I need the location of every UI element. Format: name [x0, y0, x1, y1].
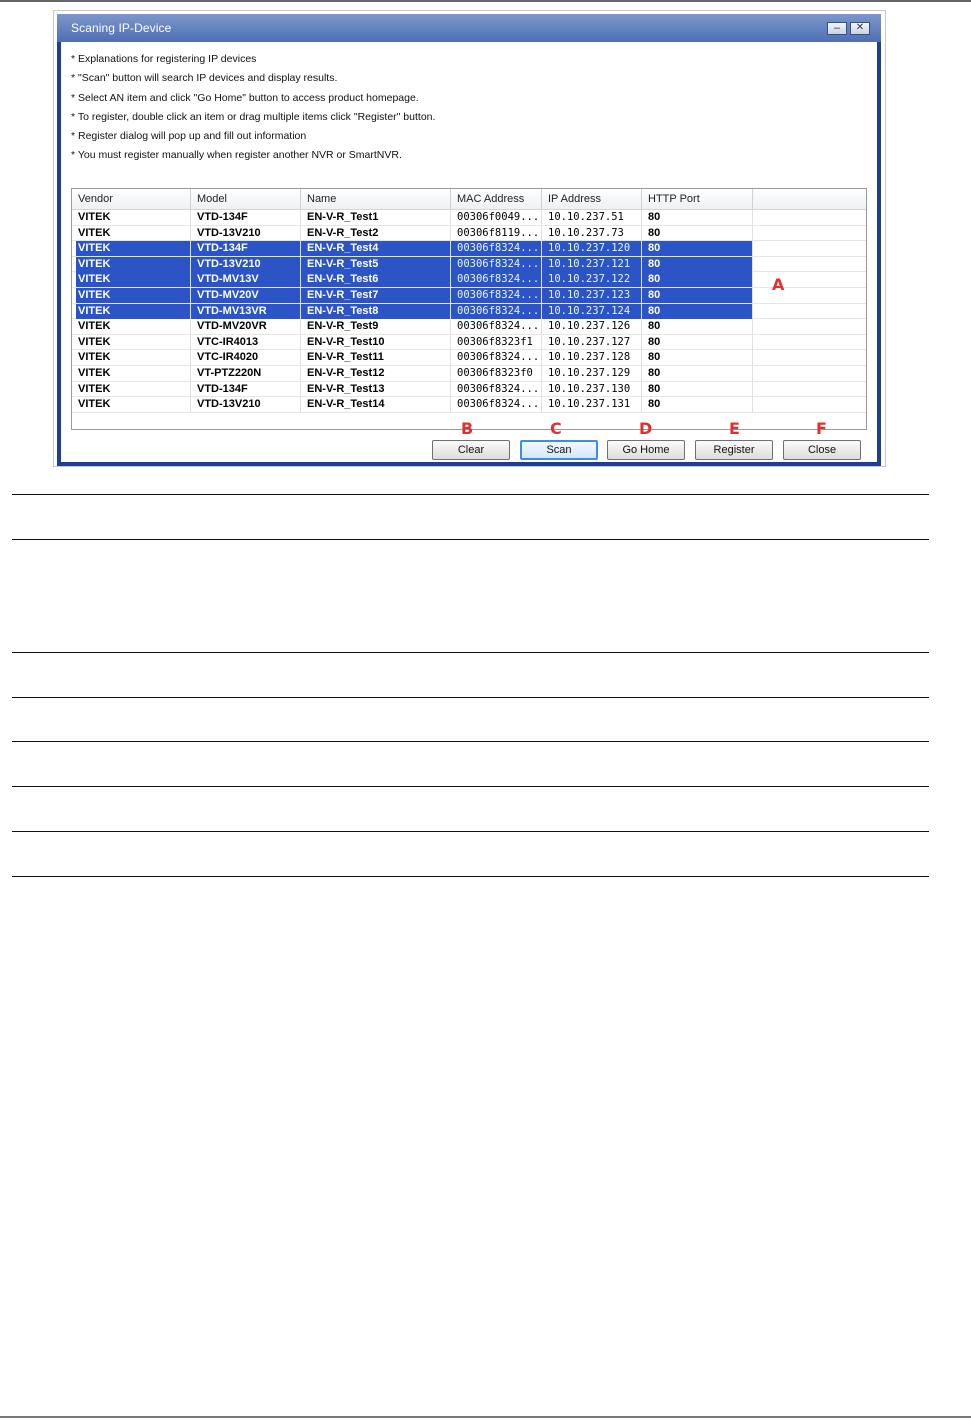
cell-vendor: VITEK [72, 304, 191, 319]
cell-model: VTD-13V210 [191, 226, 301, 241]
table-rule [12, 741, 929, 742]
clear-button[interactable]: Clear [432, 440, 510, 460]
cell-vendor: VITEK [72, 257, 191, 272]
page-bottom-rule [0, 1416, 971, 1418]
cell-vendor: VITEK [72, 382, 191, 397]
cell-model: VTC-IR4013 [191, 335, 301, 350]
cell-mac-address: 00306f8324... [451, 304, 542, 319]
close-button[interactable]: Close [783, 440, 861, 460]
cell-ip-address: 10.10.237.126 [542, 319, 642, 334]
cell-http-port: 80 [642, 397, 753, 412]
cell-model: VTD-MV13V [191, 272, 301, 287]
cell-vendor: VITEK [72, 210, 191, 225]
callout-label-f: F [816, 419, 827, 438]
cell-model: VTD-134F [191, 241, 301, 256]
cell-ip-address: 10.10.237.130 [542, 382, 642, 397]
instructions [71, 52, 435, 168]
table-row[interactable] [72, 397, 867, 413]
cell-vendor: VITEK [72, 241, 191, 256]
dialog-title: Scaning IP-Device [71, 21, 172, 35]
cell-mac-address: 00306f8324... [451, 382, 542, 397]
cell-mac-address: 00306f8324... [451, 319, 542, 334]
cell-name: EN-V-R_Test14 [301, 397, 451, 412]
cell-model: VTD-134F [191, 382, 301, 397]
table-rule [12, 876, 929, 877]
cell-vendor: VITEK [72, 366, 191, 381]
callout-label-b: B [461, 419, 474, 438]
close-icon[interactable]: ✕ [850, 22, 870, 35]
table-row[interactable] [72, 210, 867, 226]
cell-http-port: 80 [642, 366, 753, 381]
cell-spacer [753, 288, 867, 303]
cell-mac-address: 00306f8324... [451, 397, 542, 412]
cell-ip-address: 10.10.237.120 [542, 241, 642, 256]
dialog-titlebar[interactable] [57, 14, 881, 42]
device-list-header [72, 189, 867, 210]
cell-name: EN-V-R_Test5 [301, 257, 451, 272]
table-rule [12, 831, 929, 832]
cell-spacer [753, 397, 867, 412]
cell-model: VTC-IR4020 [191, 350, 301, 365]
cell-spacer [753, 350, 867, 365]
callout-label-a: A [772, 275, 785, 294]
minimize-icon[interactable]: – [827, 22, 847, 35]
cell-vendor: VITEK [72, 226, 191, 241]
cell-name: EN-V-R_Test2 [301, 226, 451, 241]
cell-mac-address: 00306f0049... [451, 210, 542, 225]
cell-http-port: 80 [642, 304, 753, 319]
cell-http-port: 80 [642, 382, 753, 397]
table-row[interactable] [72, 257, 867, 273]
device-rows [72, 210, 867, 413]
instruction-line: * Register dialog will pop up and fill out information [71, 130, 307, 143]
instruction-line: * Explanations for registering IP devices [71, 53, 257, 65]
cell-vendor: VITEK [72, 350, 191, 365]
column-header-mac-address[interactable]: MAC Address [451, 189, 542, 209]
cell-model: VTD-134F [191, 210, 301, 225]
cell-name: EN-V-R_Test12 [301, 366, 451, 381]
cell-mac-address: 00306f8323f0 [451, 366, 542, 381]
cell-model: VTD-13V210 [191, 257, 301, 272]
cell-vendor: VITEK [72, 397, 191, 412]
table-row[interactable] [72, 335, 867, 351]
cell-ip-address: 10.10.237.129 [542, 366, 642, 381]
cell-ip-address: 10.10.237.124 [542, 304, 642, 319]
cell-ip-address: 10.10.237.128 [542, 350, 642, 365]
column-header-spacer [753, 189, 867, 209]
cell-http-port: 80 [642, 257, 753, 272]
cell-http-port: 80 [642, 335, 753, 350]
cell-http-port: 80 [642, 272, 753, 287]
table-row[interactable] [72, 226, 867, 242]
cell-model: VTD-MV13VR [191, 304, 301, 319]
table-row[interactable] [72, 288, 867, 304]
device-list[interactable] [71, 188, 867, 430]
table-row[interactable] [72, 350, 867, 366]
cell-model: VTD-MV20VR [191, 319, 301, 334]
cell-model: VTD-13V210 [191, 397, 301, 412]
cell-name: EN-V-R_Test6 [301, 272, 451, 287]
cell-mac-address: 00306f8119... [451, 226, 542, 241]
cell-http-port: 80 [642, 288, 753, 303]
instruction-line: * You must register manually when register another NVR or SmartNVR. [71, 149, 402, 162]
table-row[interactable] [72, 366, 867, 382]
instruction-line: * To register, double click an item or drag multiple items click "Register" button. [71, 110, 436, 123]
table-row[interactable] [72, 241, 867, 257]
cell-spacer [753, 257, 867, 272]
cell-name: EN-V-R_Test8 [301, 304, 451, 319]
go-home-button[interactable]: Go Home [607, 440, 685, 460]
callout-label-c: C [550, 419, 562, 438]
cell-vendor: VITEK [72, 319, 191, 334]
cell-ip-address: 10.10.237.122 [542, 272, 642, 287]
cell-mac-address: 00306f8324... [451, 288, 542, 303]
cell-name: EN-V-R_Test1 [301, 210, 451, 225]
cell-mac-address: 00306f8324... [451, 257, 542, 272]
dialog-client-area [61, 42, 877, 462]
cell-http-port: 80 [642, 350, 753, 365]
table-rule [12, 494, 929, 495]
cell-name: EN-V-R_Test4 [301, 241, 451, 256]
cell-vendor: VITEK [72, 272, 191, 287]
cell-model: VTD-MV20V [191, 288, 301, 303]
cell-http-port: 80 [642, 241, 753, 256]
callout-label-d: D [639, 419, 653, 438]
cell-ip-address: 10.10.237.123 [542, 288, 642, 303]
cell-mac-address: 00306f8323f1 [451, 335, 542, 350]
table-row[interactable] [72, 272, 867, 288]
cell-http-port: 80 [642, 226, 753, 241]
column-header-http-port[interactable]: HTTP Port [642, 189, 753, 209]
cell-name: EN-V-R_Test7 [301, 288, 451, 303]
table-row[interactable] [72, 304, 867, 320]
cell-spacer [753, 210, 867, 225]
cell-spacer [753, 241, 867, 256]
cell-spacer [753, 226, 867, 241]
page-top-rule [0, 0, 971, 2]
column-header-model[interactable]: Model [191, 189, 301, 209]
table-row[interactable] [72, 319, 867, 335]
column-header-ip-address[interactable]: IP Address [542, 189, 642, 209]
cell-model: VT-PTZ220N [191, 366, 301, 381]
cell-spacer [753, 366, 867, 381]
cell-name: EN-V-R_Test9 [301, 319, 451, 334]
table-rule [12, 786, 929, 787]
cell-http-port: 80 [642, 210, 753, 225]
cell-ip-address: 10.10.237.131 [542, 397, 642, 412]
cell-name: EN-V-R_Test10 [301, 335, 451, 350]
cell-mac-address: 00306f8324... [451, 241, 542, 256]
instruction-line: * Select AN item and click "Go Home" button to access product homepage. [71, 91, 419, 104]
cell-mac-address: 00306f8324... [451, 350, 542, 365]
cell-ip-address: 10.10.237.121 [542, 257, 642, 272]
cell-vendor: VITEK [72, 335, 191, 350]
callout-label-e: E [729, 419, 740, 438]
scan-button[interactable]: Scan [520, 440, 598, 460]
table-row[interactable] [72, 382, 867, 398]
cell-mac-address: 00306f8324... [451, 272, 542, 287]
scan-ip-device-dialog [57, 14, 881, 466]
register-button[interactable]: Register [695, 440, 773, 460]
instruction-line: * "Scan" button will search IP devices and display results. [71, 72, 338, 85]
table-rule [12, 539, 929, 540]
cell-name: EN-V-R_Test11 [301, 350, 451, 365]
column-header-name[interactable]: Name [301, 189, 451, 209]
table-rule [12, 652, 929, 653]
cell-spacer [753, 319, 867, 334]
cell-http-port: 80 [642, 319, 753, 334]
column-header-vendor[interactable]: Vendor [72, 189, 191, 209]
cell-spacer [753, 382, 867, 397]
cell-vendor: VITEK [72, 288, 191, 303]
table-rule [12, 697, 929, 698]
cell-spacer [753, 272, 867, 287]
cell-spacer [753, 304, 867, 319]
cell-ip-address: 10.10.237.51 [542, 210, 642, 225]
cell-ip-address: 10.10.237.127 [542, 335, 642, 350]
cell-name: EN-V-R_Test13 [301, 382, 451, 397]
cell-spacer [753, 335, 867, 350]
cell-ip-address: 10.10.237.73 [542, 226, 642, 241]
